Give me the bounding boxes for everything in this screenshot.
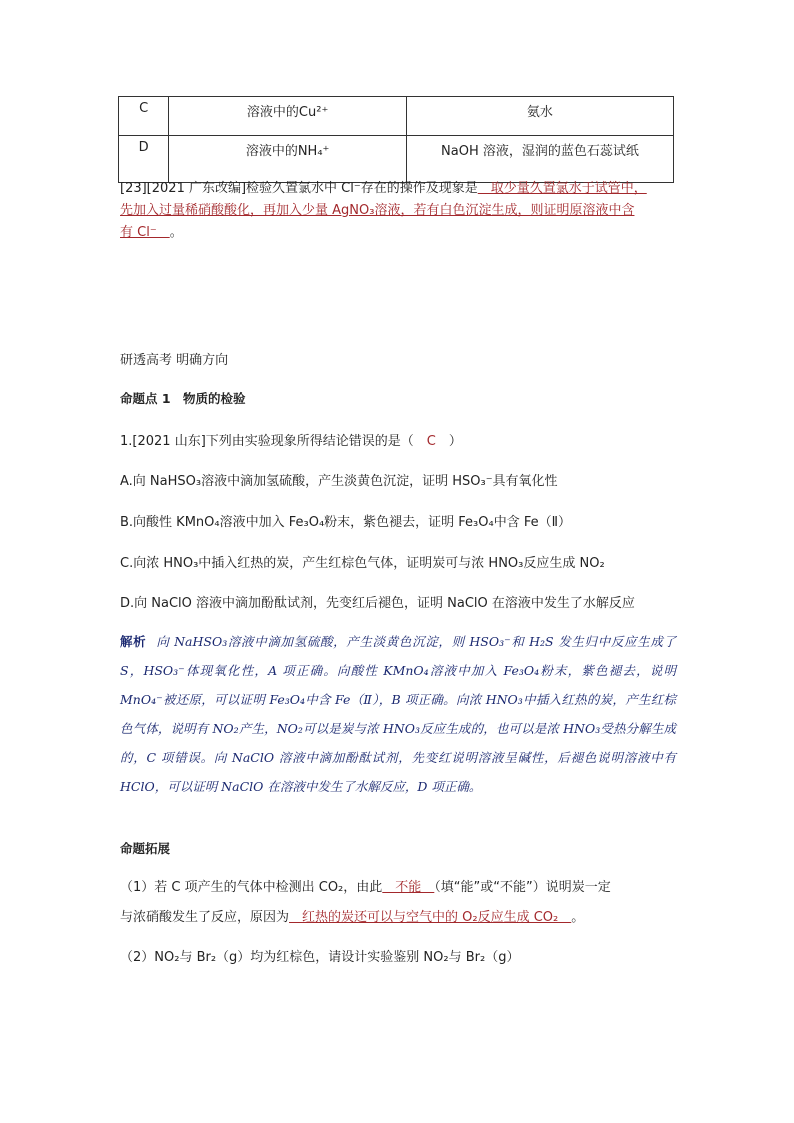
q1-option-d: D.向 NaClO 溶液中滴加酚酞试剂，先变红后褪色，证明 NaClO 在溶液中发生了水解反应	[120, 596, 635, 611]
ext-q1-part-a: （1）若 C 项产生的气体中检测出 CO₂，由此	[120, 880, 383, 895]
table-row	[119, 97, 674, 136]
analysis-label: 解析	[120, 634, 147, 649]
q1-answer: C	[426, 434, 436, 449]
q23-prefix: [23][2021 广东改编]检验久置氯水中 Cl⁻存在的操作及现象是	[120, 181, 478, 196]
table-cell-item: 溶液中的Cu²⁺	[169, 97, 407, 136]
q23-suffix: 。	[169, 225, 183, 240]
topic-heading: 命题点 1 物质的检验	[120, 391, 246, 406]
section-title: 研透高考 明确方向	[120, 353, 229, 368]
q1-stem-after: ）	[435, 434, 462, 449]
ext-q1-answer2: 红热的炭还可以与空气中的 O₂反应生成 CO₂	[289, 910, 572, 925]
table-cell-item: 溶液中的NH₄⁺	[169, 136, 407, 183]
ext-q1-part-b: （填“能”或“不能”）说明炭一定	[434, 880, 611, 895]
options-table	[118, 96, 674, 183]
q1-option-c: C.向浓 HNO₃中插入红热的炭，产生红棕色气体，证明炭可与浓 HNO₃反应生成 NO₂	[120, 556, 605, 571]
ext-q1-answer1: 不能	[382, 880, 435, 895]
q1-option-b: B.向酸性 KMnO₄溶液中加入 Fe₃O₄粉末，紫色褪去，证明 Fe₃O₄中含 Fe（Ⅱ）	[120, 515, 572, 530]
q23-answer-line3: 有 Cl⁻	[120, 225, 170, 240]
q1-option-a: A.向 NaHSO₃溶液中滴加氢硫酸，产生淡黄色沉淀，证明 HSO₃⁻具有氧化性	[120, 474, 558, 489]
table-cell-option: C	[119, 97, 169, 136]
analysis-block	[120, 627, 676, 801]
question-23	[120, 178, 676, 244]
ext-q1-part-c: 与浓硝酸发生了反应，原因为	[120, 910, 290, 925]
table-cell-reagent: 氨水	[406, 97, 673, 136]
analysis-text: 向 NaHSO₃溶液中滴加氢硫酸，产生淡黄色沉淀，则 HSO₃⁻和 H₂S 发生归中反应生成了 S，HSO₃⁻体现氧化性，A 项正确。向酸性 KMnO₄溶液中加入 Fe₃O₄粉末，紫色褪去，说明 MnO₄⁻被还原，可以证明 Fe₃O₄中含 Fe（Ⅱ），B 项正确。向浓 HNO₃中插入红热的炭，产生红棕色气体，说明有 NO₂产生，NO₂可以是炭与浓 HNO₃反应生成的，也可以是浓 HNO₃受热分解生成的，C 项错误。向 NaClO 溶液中滴加酚酞试剂，先变红说明溶液呈碱性，后褪色说明溶液中有 HClO，可以证明 NaClO 在溶液中发生了水解反应，D 项正确。	[120, 634, 676, 794]
q23-answer-line2: 先加入过量稀硝酸酸化，再加入少量 AgNO₃溶液，若有白色沉淀生成，则证明原溶液中含	[120, 203, 635, 218]
table-row	[119, 136, 674, 183]
q1-stem-before: 1.[2021 山东]下列由实验现象所得结论错误的是（	[120, 434, 427, 449]
table-cell-reagent: NaOH 溶液，湿润的蓝色石蕊试纸	[406, 136, 673, 183]
extension-q2: （2）NO₂与 Br₂（g）均为红棕色，请设计实验鉴别 NO₂与 Br₂（g）	[120, 950, 520, 965]
q1-stem	[120, 430, 462, 449]
q23-answer-line1: 取少量久置氯水于试管中，	[477, 181, 647, 196]
extension-q1	[120, 873, 680, 933]
extension-title: 命题拓展	[120, 841, 171, 856]
table-cell-option: D	[119, 136, 169, 183]
ext-q1-part-d: 。	[571, 910, 585, 925]
